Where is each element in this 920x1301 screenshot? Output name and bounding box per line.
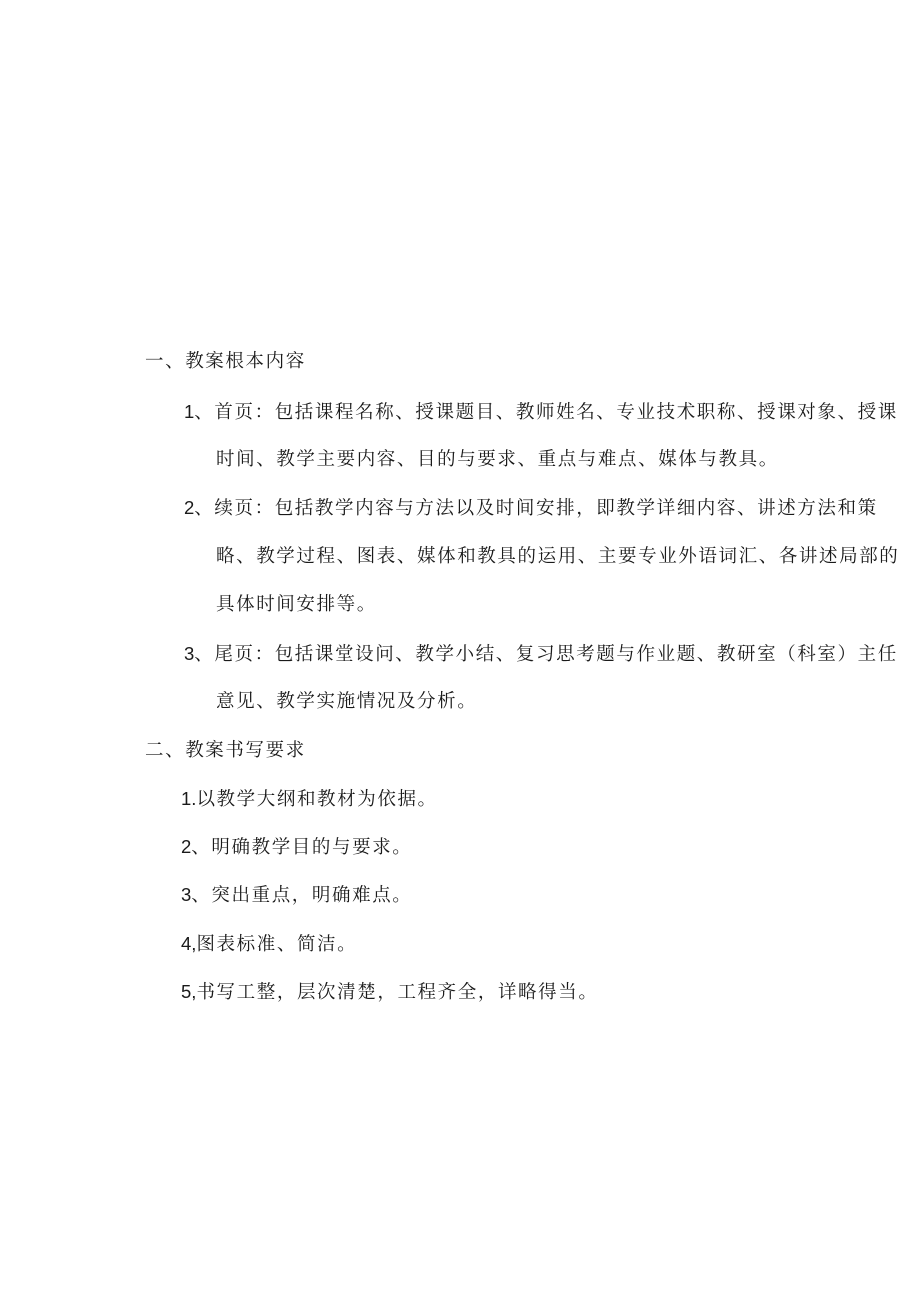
- list-item-requirement: [181, 932, 357, 957]
- list-item-requirement: [181, 787, 438, 812]
- item-text: 、尾页：包括课堂设问、教学小结、复习思考题与作业题、教研室（科室）主任: [194, 644, 898, 665]
- item-number: 1: [184, 401, 195, 422]
- section-heading-writing-requirements: 二、教案书写要求: [145, 740, 306, 761]
- item-number: 3: [184, 643, 195, 664]
- item-number: 4,: [181, 933, 197, 954]
- item-line: [184, 400, 898, 425]
- item-number: 5,: [181, 981, 197, 1002]
- item-number: 2: [181, 836, 192, 857]
- item-text: 、明确教学目的与要求。: [191, 837, 413, 858]
- item-number: 3: [181, 884, 192, 905]
- item-text: 、续页：包括教学内容与方法以及时间安排，即教学详细内容、讲述方法和策: [194, 498, 878, 519]
- item-line: 略、教学过程、图表、媒体和教具的运用、主要专业外语词汇、各讲述局部的: [216, 546, 900, 567]
- item-text: 以教学大纲和教材为依据。: [196, 789, 438, 810]
- list-item-requirement: [181, 835, 412, 860]
- item-text: 、首页：包括课程名称、授课题目、教师姓名、专业技术职称、授课对象、授课: [194, 402, 898, 423]
- item-line: 时间、教学主要内容、目的与要求、重点与难点、媒体与教具。: [216, 449, 779, 470]
- section-heading-basic-content: 一、教案根本内容: [145, 351, 306, 372]
- list-item-requirement: [181, 883, 412, 908]
- item-line: 意见、教学实施情况及分析。: [216, 691, 478, 712]
- list-item-requirement: [181, 980, 598, 1005]
- item-text: 书写工整，层次清楚，工程齐全，详略得当。: [196, 982, 599, 1003]
- item-number: 2: [184, 497, 195, 518]
- item-line: [184, 642, 898, 667]
- item-text: 、突出重点，明确难点。: [191, 885, 413, 906]
- item-text: 图表标准、简洁。: [196, 934, 358, 955]
- item-number: 1.: [181, 788, 197, 809]
- item-line: [184, 496, 878, 521]
- item-line: 具体时间安排等。: [216, 594, 377, 615]
